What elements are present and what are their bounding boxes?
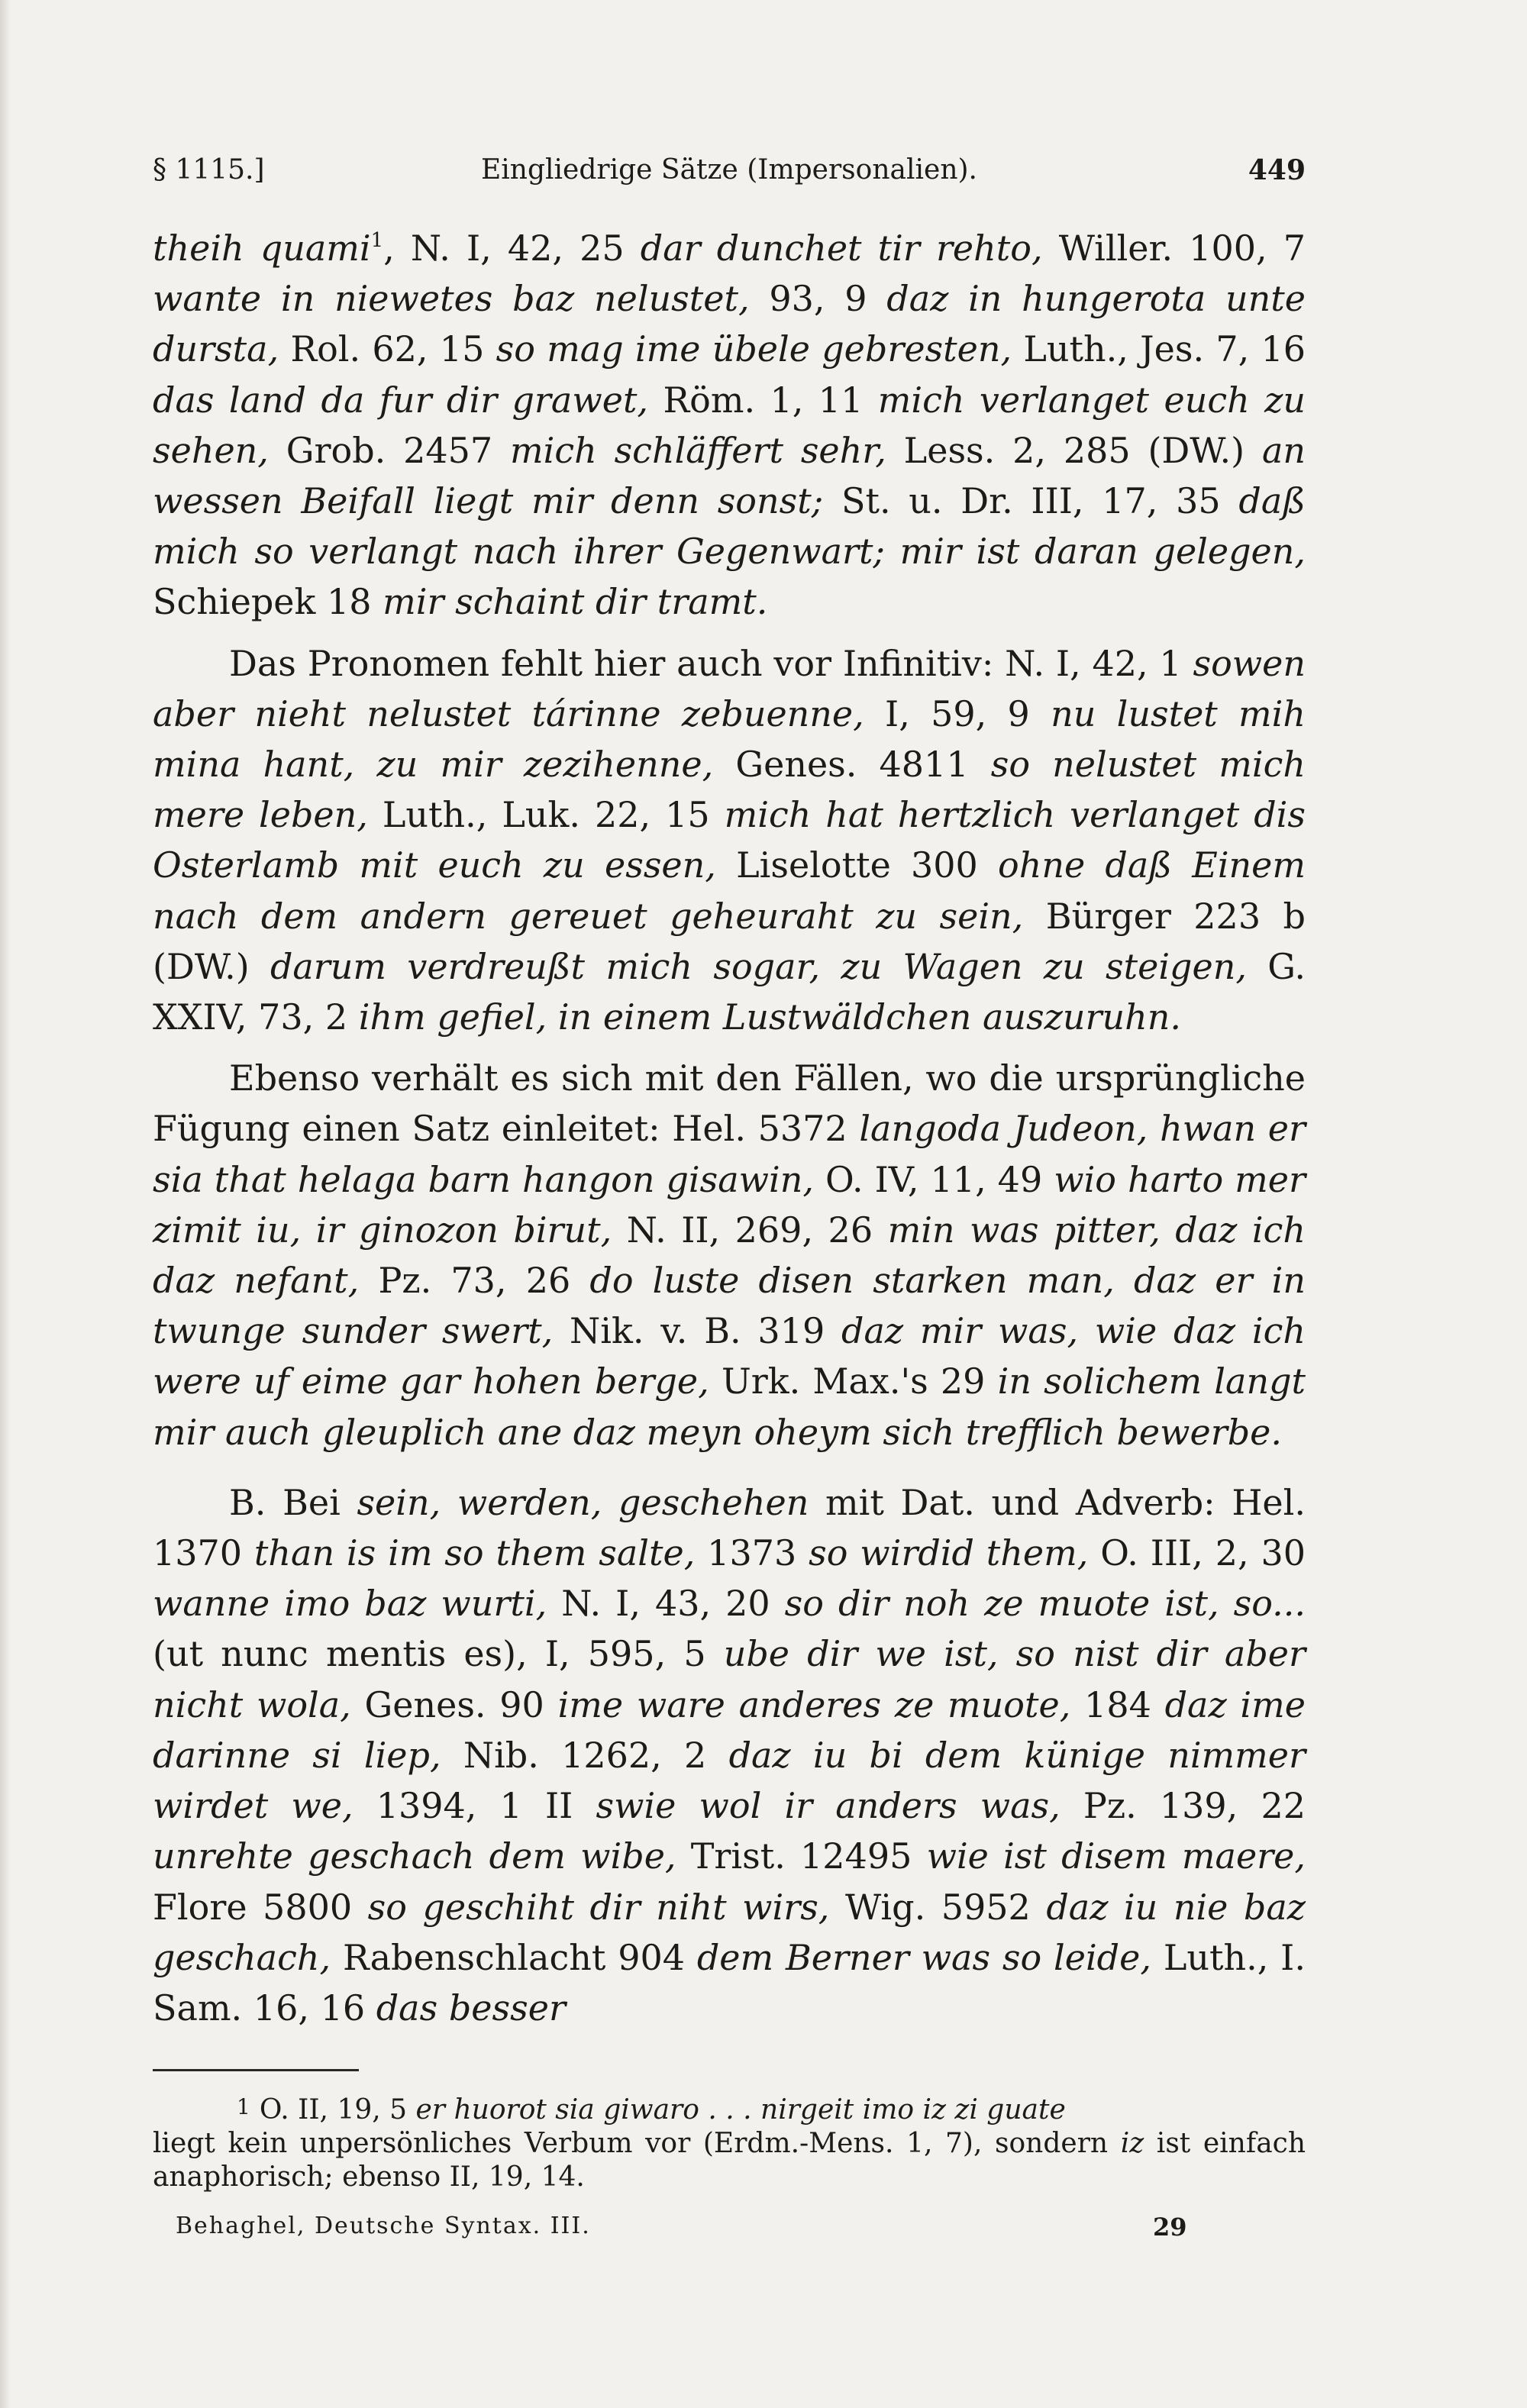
quoted-text: so wirdid them, [809, 1532, 1089, 1574]
text-run: O. II, 19, 5 [259, 2094, 416, 2126]
text-run: mit Dat. und Adverb: Hel. 1370 [153, 1481, 1306, 1574]
quoted-text: wio harto mer zimit iu, ir ginozon birut, [153, 1158, 1306, 1251]
quoted-text: ime ware anderes ze muote, [557, 1683, 1071, 1725]
text-run: Rabenschlacht 904 [331, 1936, 697, 1978]
text-run: B. Bei [229, 1481, 357, 1523]
quoted-text: do luste disen starken man, daz er in twunge sunder swert, [153, 1260, 1306, 1352]
signature-footer [176, 2213, 1306, 2246]
quoted-text: daz mir was, wie daz ich were uf eime gar hohen berge, [153, 1310, 1306, 1403]
text-run: Das Pronomen fehlt hier auch vor Infinitiv: N. I, 42, 1 [229, 642, 1193, 684]
text-run: N. I, 43, 20 [547, 1583, 785, 1625]
quoted-text: an wessen Beifall liegt mir denn sonst; [153, 429, 1306, 522]
text-run: Luth., Luk. 22, 15 [367, 794, 725, 836]
text-run: 93, 9 [749, 278, 887, 320]
running-header [153, 147, 1306, 192]
text-run: I, 59, 9 [864, 692, 1051, 734]
main-text [153, 223, 1306, 2033]
text-run: Grob. 2457 [268, 429, 511, 471]
quoted-text: daz ime darinne si liep, [153, 1683, 1306, 1776]
text-run: Schiepek 18 [153, 581, 383, 623]
text-run: G. XXIV, 73, 2 [153, 945, 1306, 1038]
page-fold-shadow [0, 0, 11, 2408]
quoted-text: das besser [376, 1987, 566, 2029]
text-run: ist einfach anaphorisch; ebenso II, 19, 14. [153, 2128, 1306, 2193]
text-run: Nib. 1262, 2 [441, 1734, 729, 1776]
text-run [885, 531, 900, 572]
quoted-text: mir ist daran gelegen, [899, 531, 1306, 573]
quoted-text: ube dir we ist, so nist dir aber nicht wola, [153, 1633, 1306, 1725]
footnote [153, 2090, 1306, 2194]
text-run: Pz. 139, 22 [1060, 1785, 1306, 1827]
quoted-text: sein, werden, geschehen [357, 1481, 809, 1523]
text-run: 1373 [695, 1532, 809, 1574]
quoted-text: ihm gefiel, in einem Lustwäldchen auszuruhn. [358, 996, 1181, 1038]
quoted-text: min was pitter, daz ich daz nefant, [153, 1209, 1306, 1302]
text-run: Bürger 223 b (DW.) [153, 895, 1306, 987]
text-run: Pz. 73, 26 [359, 1260, 590, 1302]
text-run: St. u. Dr. III, 17, 35 [823, 480, 1239, 522]
sheet-signature: 29 [1153, 2213, 1187, 2242]
quoted-text: mich verlanget euch zu sehen, [153, 379, 1306, 471]
quoted-text: unrehte geschach dem wibe, [153, 1835, 676, 1877]
quoted-text: langoda Judeon, hwan er sia that helaga barn hangon gisawin, [153, 1108, 1306, 1200]
text-run: 1394, 1 II [353, 1785, 596, 1827]
text-run: , N. I, 42, 25 [383, 228, 641, 269]
text-run: Trist. 12495 [676, 1835, 927, 1877]
footnote-line-1-text [260, 2094, 1066, 2126]
quoted-text: sowen aber nieht nelustet tárinne zebuenne, [153, 642, 1306, 734]
footnote-rule [153, 2069, 359, 2071]
text-run: Liselotte 300 [715, 844, 999, 886]
text-run: Genes. 4811 [713, 744, 991, 786]
footnote-line-1 [153, 2090, 1306, 2127]
text-run: Luth., Jes. 7, 16 [1012, 328, 1306, 370]
quoted-text: mich schläffert sehr, [510, 429, 886, 471]
quoted-text: wie ist disem maere, [926, 1835, 1306, 1877]
text-run: Rol. 62, 15 [279, 328, 496, 370]
quoted-text: daz in hungerota unte dursta, [153, 278, 1306, 370]
footer-author-title: Behaghel, Deutsche Syntax. III. [176, 2213, 591, 2239]
quoted-text: dem Berner was so leide, [696, 1936, 1151, 1978]
footnote-reference: 1 [370, 229, 384, 252]
text-run: Flore 5800 [153, 1886, 368, 1928]
paragraph-infinitive [153, 638, 1306, 1043]
text-run: (ut nunc mentis es), I, 595, 5 [153, 1633, 724, 1675]
page-number: 449 [1248, 154, 1306, 186]
quoted-text: wante in niewetes baz nelustet, [153, 278, 750, 320]
footnote-marker: 1 [237, 2094, 250, 2119]
running-title: Eingliedrige Sätze (Impersonalien). [481, 154, 977, 186]
text-run: liegt kein unpersönliches Verbum vor (Erdm.-Mens. 1, 7), sondern [153, 2128, 1121, 2159]
quoted-text: dar dunchet tir rehto, [640, 228, 1043, 269]
text-run: Less. 2, 285 (DW.) [886, 429, 1262, 471]
quoted-text: so dir noh ze muote ist, so... [784, 1583, 1306, 1625]
text-run: Luth., I. Sam. 16, 16 [153, 1936, 1306, 2029]
paragraph-continued [153, 223, 1306, 628]
quoted-text: so nelustet mich mere leben, [153, 744, 1306, 836]
text-run: Willer. 100, 7 [1042, 228, 1306, 269]
paragraph-section-b [153, 1477, 1306, 2033]
text-run: Urk. Max.'s 29 [709, 1361, 998, 1403]
quoted-text: wanne imo baz wurti, [153, 1583, 547, 1625]
section-reference: § 1115.] [153, 154, 265, 186]
quoted-text: iz [1120, 2128, 1144, 2159]
quoted-text: er huorot sia giwaro . . . nirgeit imo iz zi guate [415, 2094, 1066, 2126]
quoted-text: daß mich so verlangt nach ihrer Gegenwart; [153, 480, 1306, 573]
text-run: Röm. 1, 11 [648, 379, 878, 421]
paragraph-clause [153, 1053, 1306, 1457]
quoted-text: theih quami [153, 228, 371, 269]
text-run: N. II, 269, 26 [612, 1209, 888, 1251]
text-run: 184 [1070, 1683, 1165, 1725]
quoted-text: swie wol ir anders was, [596, 1785, 1061, 1827]
quoted-text: daz iu nie baz geschach, [153, 1886, 1306, 1978]
quoted-text: so geschiht dir niht wirs, [367, 1886, 830, 1928]
text-run: O. IV, 11, 49 [813, 1158, 1054, 1200]
quoted-text: nu lustet mih mina hant, zu mir zezihenne, [153, 692, 1306, 786]
quoted-text: mir schaint dir tramt. [383, 581, 768, 623]
quoted-text: than is im so them salte, [253, 1532, 696, 1574]
text-run: Nik. v. B. 319 [553, 1310, 842, 1352]
text-run: Genes. 90 [350, 1683, 558, 1725]
quoted-text: das land da fur dir grawet, [153, 379, 649, 421]
quoted-text: mich hat hertzlich verlanget dis Osterlamb mit euch zu essen, [153, 794, 1306, 886]
quoted-text: daz iu bi dem künige nimmer wirdet we, [153, 1734, 1306, 1827]
text-run: O. III, 2, 30 [1088, 1532, 1306, 1574]
quoted-text: in solichem langt mir auch gleuplich ane daz meyn oheym sich trefflich bewerbe. [153, 1361, 1306, 1453]
quoted-text: so mag ime übele gebresten, [496, 328, 1012, 370]
quoted-text: ohne daß Einem nach dem andern gereuet geheuraht zu sein, [153, 844, 1306, 937]
footnote-line-2 [153, 2127, 1306, 2194]
text-run: Ebenso verhält es sich mit den Fällen, wo die ursprüngliche Fügung einen Satz einleitet: Hel. 5372 [153, 1057, 1306, 1150]
text-run: Wig. 5952 [829, 1886, 1047, 1928]
quoted-text: darum verdreußt mich sogar, zu Wagen zu steigen, [270, 945, 1247, 987]
